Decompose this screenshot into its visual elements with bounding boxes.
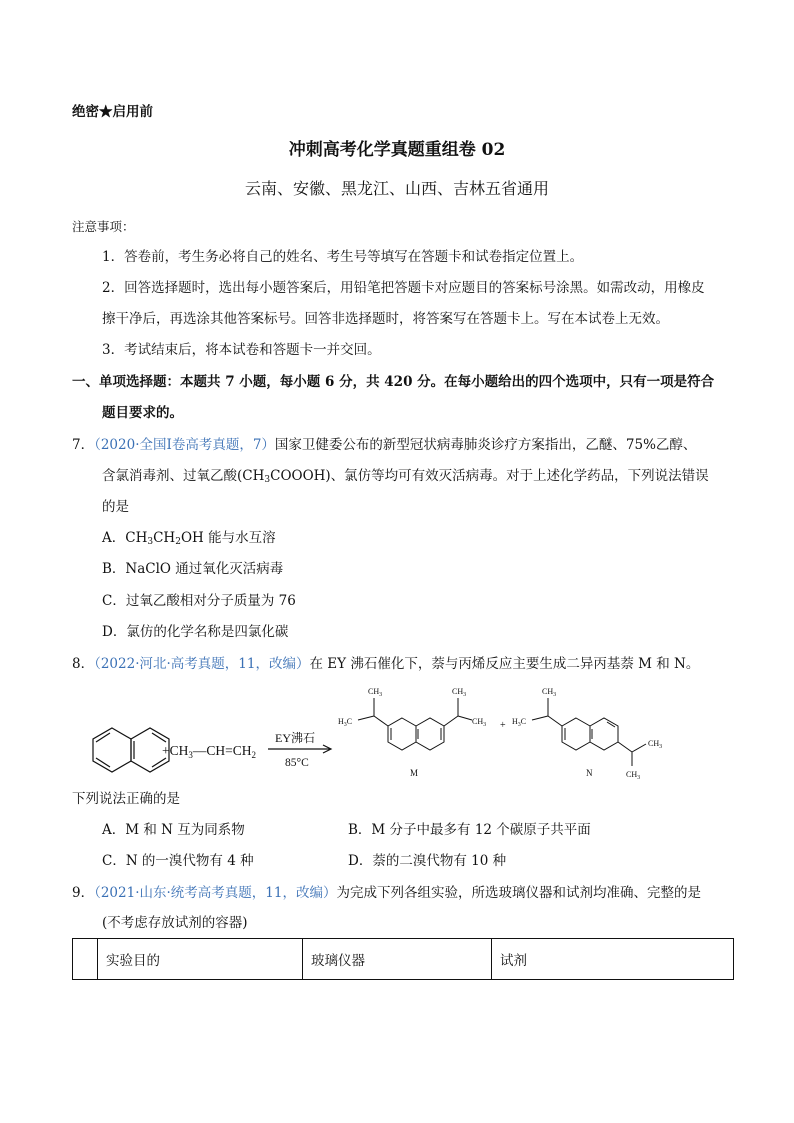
question-8-option-d[interactable]: D．萘的二溴代物有 10 种: [348, 853, 507, 869]
question-8-stem: 8．（2022·河北·高考真题，11，改编）在 EY 沸石催化下，萘与丙烯反应主要生成二异丙基萘 M 和 N。: [72, 656, 700, 672]
table-header-row: [73, 939, 734, 980]
section-1-heading-line-2: 题目要求的。: [102, 405, 183, 421]
question-9-number: 9．: [72, 885, 95, 901]
question-8-number: 8．: [72, 656, 95, 672]
catalyst-label: EY沸石: [275, 731, 315, 745]
question-7-source: （2020·全国Ⅰ卷高考真题，7）: [94, 437, 275, 453]
molecule-m-ch3-top-left: $CH_3$: [368, 687, 383, 698]
question-9-note: (不考虑存放试剂的容器): [102, 915, 248, 931]
notes-item-2-line-1: 2．回答选择题时，选出每小题答案后，用铅笔把答题卡对应题目的答案标号涂黑。如需改动，用橡皮: [102, 280, 705, 296]
naphthalene-structure: [93, 728, 169, 772]
question-8-prompt: 下列说法正确的是: [72, 791, 180, 807]
question-9-source: （2021·山东·统考高考真题，11，改编）: [94, 885, 337, 901]
molecule-m-label: M: [410, 768, 419, 778]
molecule-m-ch3-top-right: $CH_3$: [452, 687, 467, 698]
question-7-option-b[interactable]: B．NaClO 通过氧化灭活病毒: [102, 561, 284, 577]
molecule-n-structure: [532, 698, 646, 766]
question-8-option-b[interactable]: B．M 分子中最多有 12 个碳原子共平面: [348, 822, 591, 838]
notes-item-1: 1．答卷前，考生务必将自己的姓名、考生号等填写在答题卡和试卷指定位置上。: [102, 249, 584, 265]
question-8-option-c[interactable]: C．N 的一溴代物有 4 种: [102, 853, 254, 869]
question-7-option-d[interactable]: D．氯仿的化学名称是四氯化碳: [102, 624, 289, 640]
molecule-n-label: N: [586, 768, 593, 778]
confidential-mark: 绝密★启用前: [72, 104, 153, 120]
question-8-option-a[interactable]: A．M 和 N 互为同系物: [102, 822, 245, 838]
page-title: 冲刺高考化学真题重组卷 02: [288, 140, 506, 160]
molecule-n-ch3-right: $CH_3$: [648, 739, 663, 750]
molecule-m-ch3-right: $CH_3$: [472, 717, 487, 728]
table-header-cell: 试剂: [492, 939, 734, 980]
question-7-number: 7．: [72, 437, 95, 453]
page-subtitle: 云南、安徽、黑龙江、山西、吉林五省通用: [244, 179, 549, 198]
reaction-scheme: [60, 678, 700, 796]
question-7-line-2: 含氯消毒剂、过氧乙酸$(CH_3COOOH)$、氯仿等均可有效灭活病毒。对于上述化学药品，下列说法错误: [102, 468, 709, 485]
molecule-m-h3c-left: $H_3C$: [338, 717, 353, 728]
question-9-stem: 9．（2021·山东·统考高考真题，11，改编）为完成下列各组实验，所选玻璃仪器和试剂均准确、完整的是: [72, 885, 701, 901]
notes-item-2-line-2: 擦干净后，再选涂其他答案标号。回答非选择题时，将答案写在答题卡上。写在本试卷上无效。: [102, 311, 669, 327]
table-header-cell: 玻璃仪器: [303, 939, 492, 980]
plus-sign: +: [500, 720, 506, 731]
section-1-heading-line-1: 一、单项选择题：本题共 7 小题，每小题 6 分，共 420 分。在每小题给出的四个选项中，只有一项是符合: [72, 374, 715, 390]
question-7-line-3: 的是: [102, 499, 129, 515]
propene-reagent: $+CH_3—CH=CH_2$: [162, 743, 256, 760]
molecule-n-h3c-left: $H_3C$: [512, 717, 527, 728]
question-7-option-c[interactable]: C．过氧乙酸相对分子质量为 76: [102, 593, 296, 609]
notes-item-3: 3．考试结束后，将本试卷和答题卡一并交回。: [102, 342, 381, 358]
question-7-line-1: 7．（2020·全国Ⅰ卷高考真题，7）国家卫健委公布的新型冠状病毒肺炎诊疗方案指出，乙醚、75%乙醇、: [72, 437, 697, 453]
molecule-n-ch3-bottom: $CH_3$: [626, 770, 641, 781]
notes-heading: 注意事项：: [72, 219, 135, 234]
table-header-cell: 实验目的: [98, 939, 303, 980]
question-7-option-a[interactable]: A．$CH_3CH_2OH$ 能与水互溶: [102, 530, 276, 547]
temperature-label: 85°C: [285, 757, 309, 769]
molecule-m-structure: [358, 698, 472, 750]
table-header-cell: [73, 939, 98, 980]
question-9-table: [72, 938, 734, 980]
molecule-n-ch3-top: $CH_3$: [542, 687, 557, 698]
question-8-source: （2022·河北·高考真题，11，改编）: [94, 656, 310, 672]
